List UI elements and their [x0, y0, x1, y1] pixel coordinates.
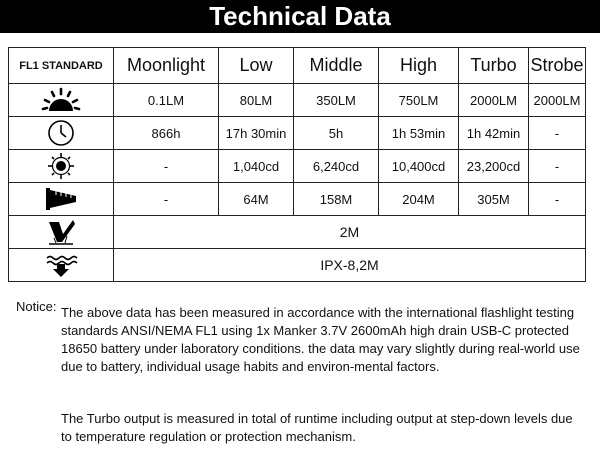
notice-label: Notice: — [16, 299, 57, 314]
water-icon-cell — [9, 249, 114, 282]
standard-label: FL1 STANDARD — [9, 48, 114, 84]
runtime-high: 1h 53min — [379, 117, 459, 150]
runtime-moonlight: 866h — [114, 117, 219, 150]
intensity-moonlight: - — [114, 150, 219, 183]
mode-middle: Middle — [294, 48, 379, 84]
distance-row — [9, 183, 586, 216]
distance-high: 204M — [379, 183, 459, 216]
water-row — [9, 249, 586, 282]
lumens-row — [9, 84, 586, 117]
clock-icon — [47, 119, 75, 147]
intensity-high: 10,400cd — [379, 150, 459, 183]
intensity-strobe: - — [529, 150, 586, 183]
lumens-middle: 350LM — [294, 84, 379, 117]
notice-paragraph-1: The above data has been measured in accordance with the international flashlight testing standards ANSI/NEMA FL1 using 1x Manker 3.7V 2600mAh high drain USB-C protected 18650 battery under laboratory conditions. the data may vary slightly during real-world use due to battery, individual usage habits and environ-mental factors. — [61, 305, 580, 374]
mode-turbo: Turbo — [459, 48, 529, 84]
distance-strobe: - — [529, 183, 586, 216]
water-resistance-icon — [44, 252, 78, 278]
impact-row — [9, 216, 586, 249]
mode-strobe: Strobe — [529, 48, 586, 84]
distance-turbo: 305M — [459, 183, 529, 216]
distance-moonlight: - — [114, 183, 219, 216]
intensity-target-icon — [46, 152, 76, 180]
runtime-icon-cell — [9, 117, 114, 150]
intensity-row — [9, 150, 586, 183]
lumens-moonlight: 0.1LM — [114, 84, 219, 117]
lumens-high: 750LM — [379, 84, 459, 117]
intensity-icon-cell — [9, 150, 114, 183]
header-row — [9, 48, 586, 84]
impact-value: 2M — [114, 216, 586, 249]
lumens-turbo: 2000LM — [459, 84, 529, 117]
impact-icon-cell — [9, 216, 114, 249]
runtime-low: 17h 30min — [219, 117, 294, 150]
mode-high: High — [379, 48, 459, 84]
mode-low: Low — [219, 48, 294, 84]
runtime-strobe: - — [529, 117, 586, 150]
lumens-icon-cell — [9, 84, 114, 117]
distance-low: 64M — [219, 183, 294, 216]
intensity-turbo: 23,200cd — [459, 150, 529, 183]
beam-distance-icon — [44, 186, 78, 212]
lumens-strobe: 2000LM — [529, 84, 586, 117]
runtime-middle: 5h — [294, 117, 379, 150]
impact-resistance-icon — [45, 218, 77, 246]
distance-icon-cell — [9, 183, 114, 216]
page-title: Technical Data — [0, 0, 600, 33]
lumens-low: 80LM — [219, 84, 294, 117]
runtime-row — [9, 117, 586, 150]
brightness-icon — [40, 87, 82, 113]
runtime-turbo: 1h 42min — [459, 117, 529, 150]
notice-paragraph-2: The Turbo output is measured in total of runtime including output at step-down levels due to temperature regulation or protection mechanism. — [61, 411, 573, 444]
distance-middle: 158M — [294, 183, 379, 216]
intensity-middle: 6,240cd — [294, 150, 379, 183]
mode-moonlight: Moonlight — [114, 48, 219, 84]
technical-data-table — [8, 47, 586, 282]
intensity-low: 1,040cd — [219, 150, 294, 183]
water-value: IPX-8,2M — [114, 249, 586, 282]
